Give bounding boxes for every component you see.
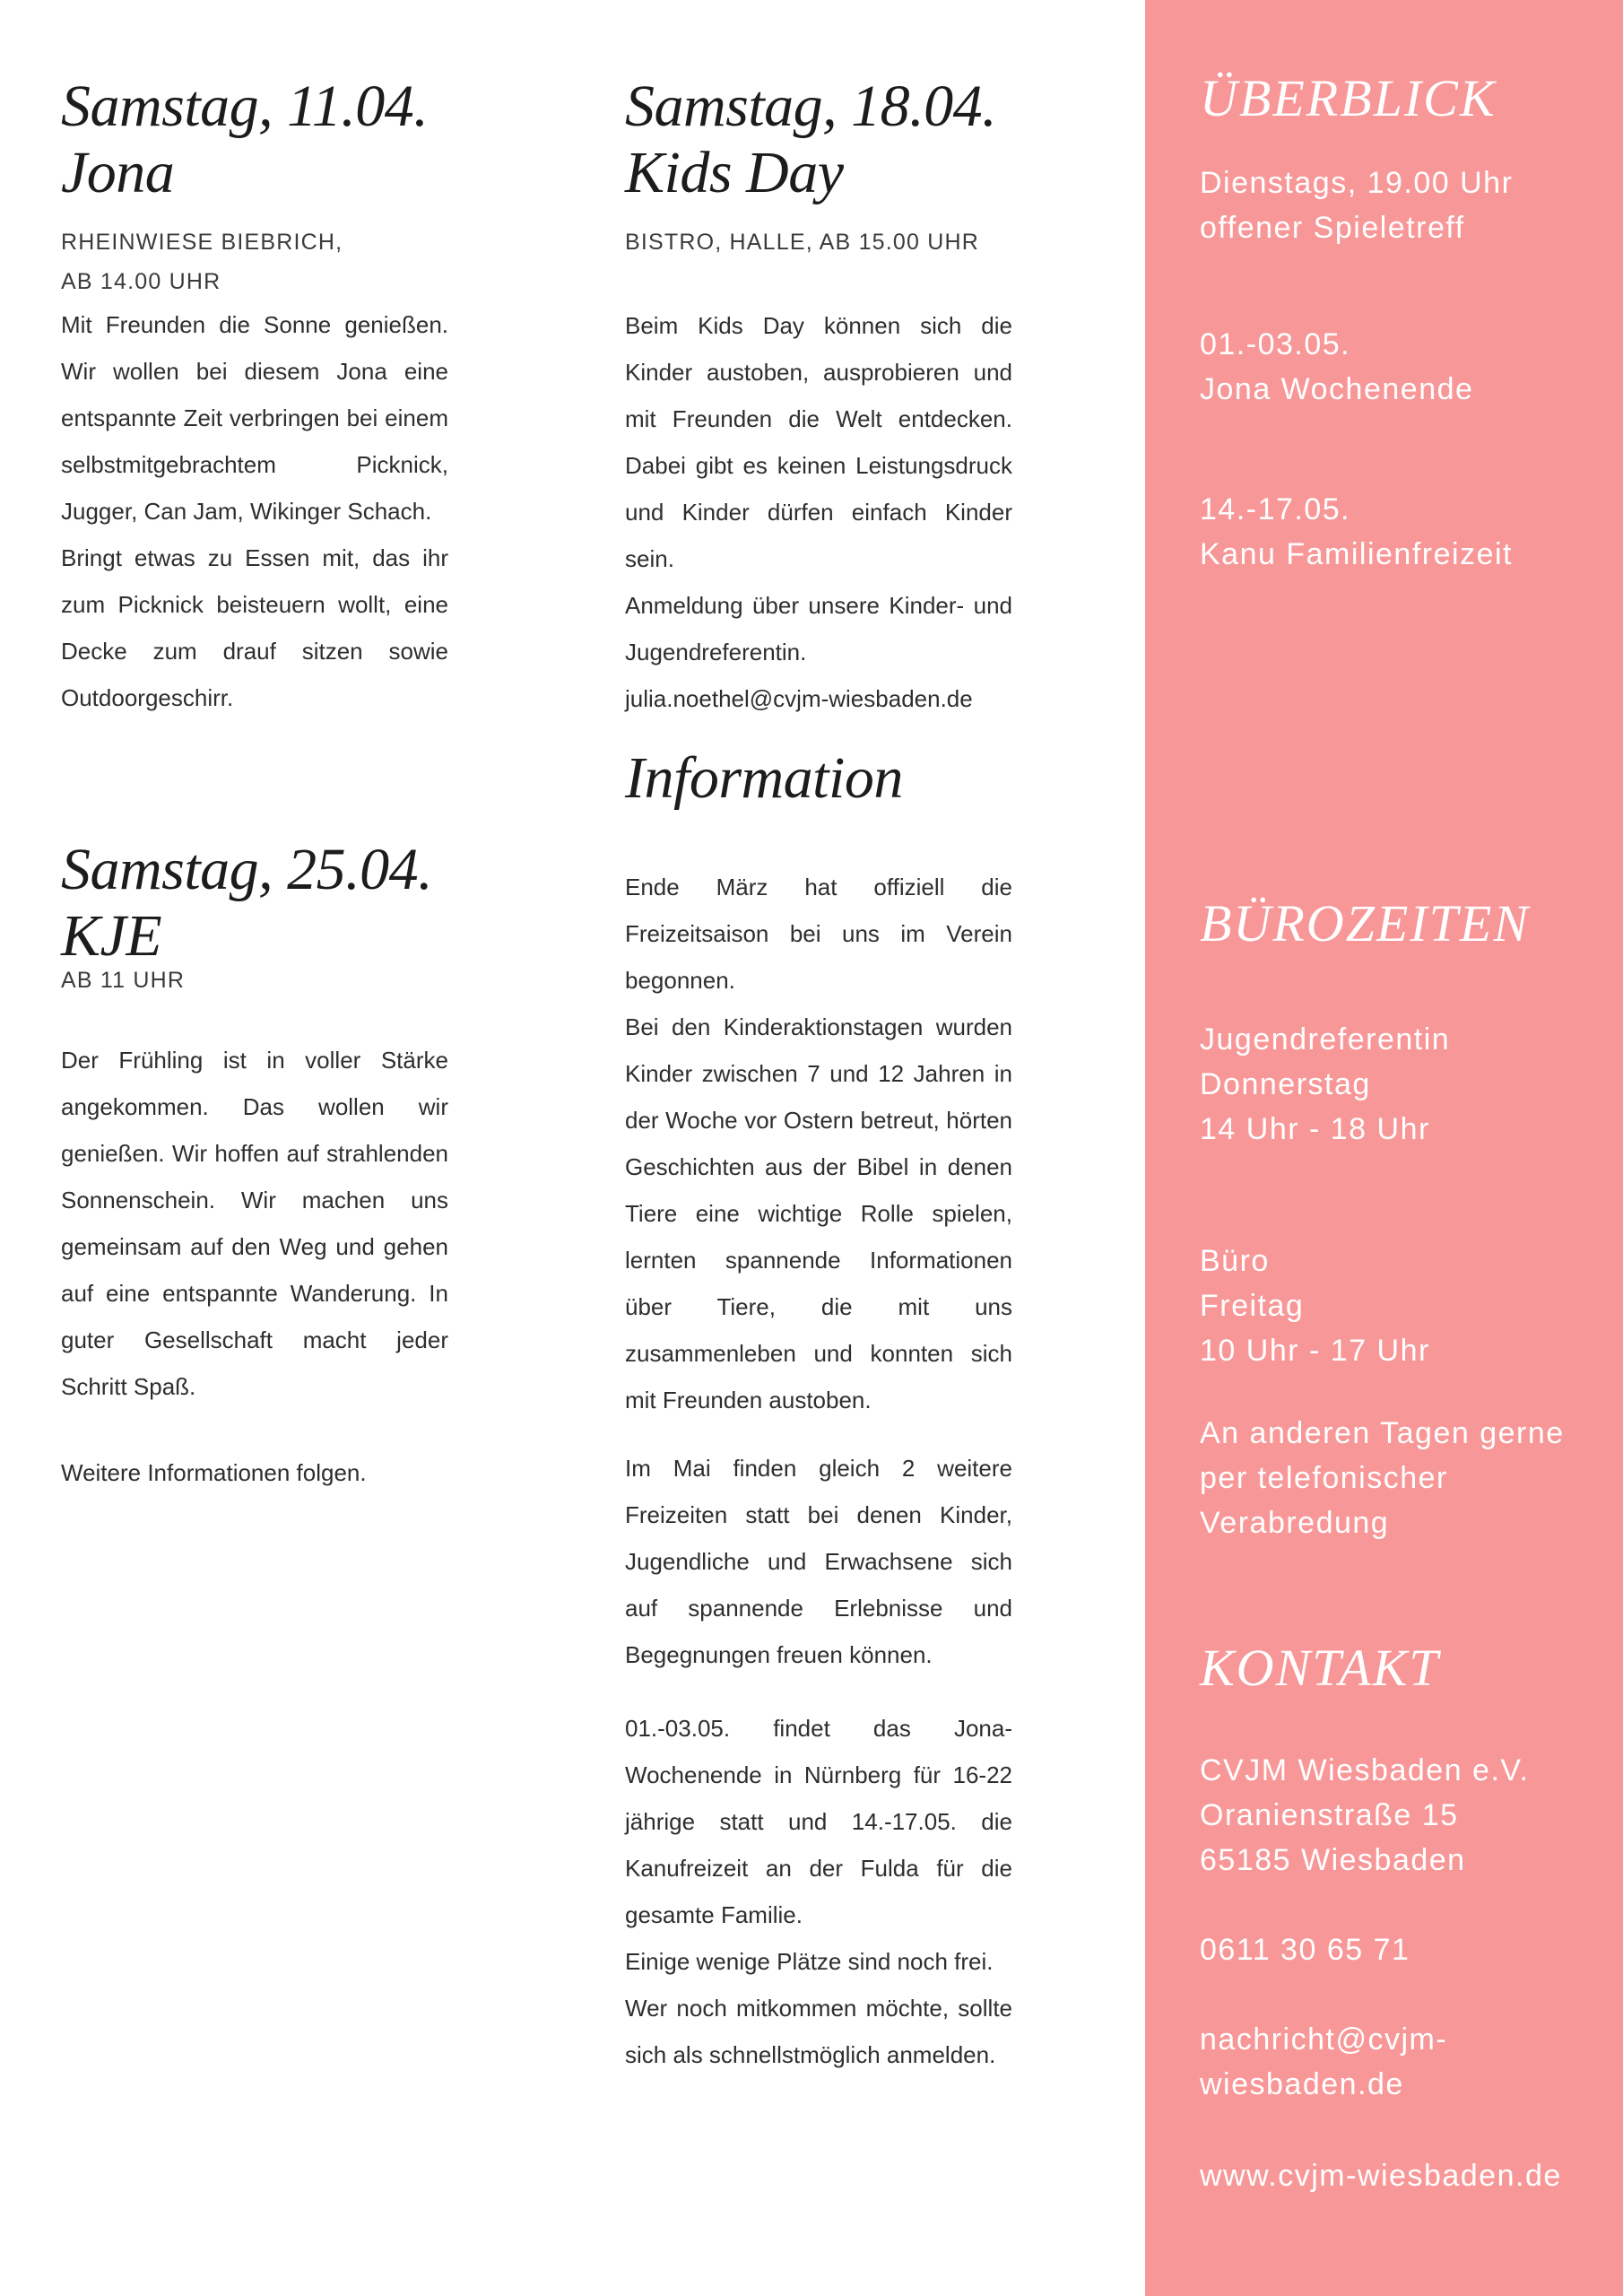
paragraph: Mit Freunden die Sonne genießen. Wir wollen bei diesem Jona eine entspannte Zeit verbringen bei einem selbstmitgebrachtem Picknick, Jugger, Can Jam, Wikinger Schach. xyxy=(61,311,448,525)
overview-line: Dienstags, 19.00 Uhr xyxy=(1200,166,1514,200)
information-title xyxy=(625,745,1012,812)
title-line: Samstag, 18.04. xyxy=(625,74,997,139)
office-hours-line: Büro xyxy=(1200,1244,1270,1278)
office-hours-line: per telefonischer xyxy=(1200,1461,1448,1495)
office-hours-line: Donnerstag xyxy=(1200,1067,1371,1101)
meta-line: BISTRO, HALLE, AB 15.00 UHR xyxy=(625,230,980,255)
middle-column xyxy=(625,0,1012,2296)
event-title-jona xyxy=(61,74,448,206)
contact-phone xyxy=(1200,1927,1594,1972)
office-hours-line: 14 Uhr - 18 Uhr xyxy=(1200,1112,1430,1146)
office-hours-line: Verabredung xyxy=(1200,1506,1390,1540)
overview-line: Kanu Familienfreizeit xyxy=(1200,537,1513,571)
paragraph: Weitere Informationen folgen. xyxy=(61,1459,367,1486)
event-note-kje xyxy=(61,1449,448,1496)
paragraph: Einige wenige Plätze sind noch frei. xyxy=(625,1948,994,1975)
office-hours-jugendreferentin xyxy=(1200,1017,1594,1152)
title-line: Information xyxy=(625,745,903,811)
paragraph: Der Frühling ist in voller Stärke angekommen. Das wollen wir genießen. Wir hoffen auf strahlenden Sonnenschein. Wir machen uns gemeinsam auf den Weg und gehen auf eine entspannte Wanderung. In guter Gesellschaft macht jeder Schritt Spaß. xyxy=(61,1047,448,1400)
paragraph: Beim Kids Day können sich die Kinder austoben, ausprobieren und mit Freunden die Welt entdecken. Dabei gibt es keinen Leistungsdruck und Kinder dürfen einfach Kinder sein. xyxy=(625,312,1012,572)
title-line: KJE xyxy=(61,903,162,969)
title-line: Jona xyxy=(61,140,175,205)
sidebar-title-kontakt: KONTAKT xyxy=(1200,1639,1440,1697)
address-line: Oranienstraße 15 xyxy=(1200,1798,1459,1832)
phone-number: 0611 30 65 71 xyxy=(1200,1933,1410,1967)
office-hours-line: Jugendreferentin xyxy=(1200,1022,1451,1057)
overview-item-jona-wochenende xyxy=(1200,322,1594,412)
paragraph: Ende März hat offiziell die Freizeitsaison bei uns im Verein begonnen. xyxy=(625,874,1012,994)
event-meta-jona xyxy=(61,222,448,301)
meta-line: AB 11 UHR xyxy=(61,968,186,993)
title-line: Samstag, 11.04. xyxy=(61,74,429,139)
event-body-kje xyxy=(61,1037,448,1410)
overview-line: Jona Wochenende xyxy=(1200,372,1474,406)
meta-line: RHEINWIESE BIEBRICH, xyxy=(61,230,343,255)
paragraph: Im Mai finden gleich 2 weitere Freizeiten statt bei denen Kinder, Jugendliche und Erwachsene sich auf spannende Erlebnisse und Begegnungen freuen können. xyxy=(625,1455,1012,1668)
title-line: Samstag, 25.04. xyxy=(61,837,433,902)
overview-item-spieletreff xyxy=(1200,161,1594,250)
overview-line: offener Spieletreff xyxy=(1200,211,1465,245)
meta-line: AB 14.00 UHR xyxy=(61,269,221,294)
address-line: 65185 Wiesbaden xyxy=(1200,1843,1466,1877)
overview-line: 01.-03.05. xyxy=(1200,327,1351,361)
event-meta-kje xyxy=(61,961,448,1000)
overview-line: 14.-17.05. xyxy=(1200,492,1351,526)
paragraph: Bei den Kinderaktionstagen wurden Kinder zwischen 7 und 12 Jahren in der Woche vor Ostern betreut, hörten Geschichten aus der Bibel in denen Tiere eine wichtige Rolle spielen, lernten spannende Informationen über Tiere, die mit uns zusammenleben und konnten sich mit Freunden austoben. xyxy=(625,1013,1012,1413)
email-link[interactable]: julia.noethel@cvjm-wiesbaden.de xyxy=(625,685,973,712)
office-hours-line: 10 Uhr - 17 Uhr xyxy=(1200,1334,1430,1368)
sidebar-title-ueberblick: ÜBERBLICK xyxy=(1200,69,1497,127)
sidebar xyxy=(1145,0,1623,2296)
contact-website xyxy=(1200,2153,1594,2198)
email-link[interactable]: nachricht@cvjm-wiesbaden.de xyxy=(1200,2022,1448,2101)
office-hours-line: An anderen Tagen gerne xyxy=(1200,1416,1565,1450)
event-body-jona xyxy=(61,301,448,721)
event-title-kje xyxy=(61,837,448,970)
paragraph: Bringt etwas zu Essen mit, das ihr zum Picknick beisteuern wollt, eine Decke zum drauf sitzen sowie Outdoorgeschirr. xyxy=(61,544,448,711)
sidebar-title-buerozeiten: BÜROZEITEN xyxy=(1200,894,1530,952)
event-title-kids-day xyxy=(625,74,1012,206)
event-meta-kids-day xyxy=(625,222,1012,262)
contact-email xyxy=(1200,2017,1594,2107)
office-hours-buero xyxy=(1200,1239,1594,1373)
paragraph: Wer noch mitkommen möchte, sollte sich als schnellstmöglich anmelden. xyxy=(625,1995,1012,2068)
contact-email-line xyxy=(625,675,1012,722)
overview-item-kanu-freizeit xyxy=(1200,487,1594,577)
address-line: CVJM Wiesbaden e.V. xyxy=(1200,1753,1530,1787)
website-link[interactable]: www.cvjm-wiesbaden.de xyxy=(1200,2159,1562,2193)
paragraph: 01.-03.05. findet das Jona-Wochenende in Nürnberg für 16-22 jährige statt und 14.-17.05. die Kanufreizeit an der Fulda für die gesamte Familie. xyxy=(625,1715,1012,1928)
contact-address xyxy=(1200,1748,1594,1883)
office-hours-note xyxy=(1200,1411,1594,1545)
event-body-kids-day xyxy=(625,302,1012,722)
office-hours-line: Freitag xyxy=(1200,1289,1305,1323)
title-line: Kids Day xyxy=(625,140,844,205)
information-body xyxy=(625,864,1012,2078)
left-column xyxy=(61,0,448,2296)
paragraph: Anmeldung über unsere Kinder- und Jugendreferentin. xyxy=(625,592,1012,665)
